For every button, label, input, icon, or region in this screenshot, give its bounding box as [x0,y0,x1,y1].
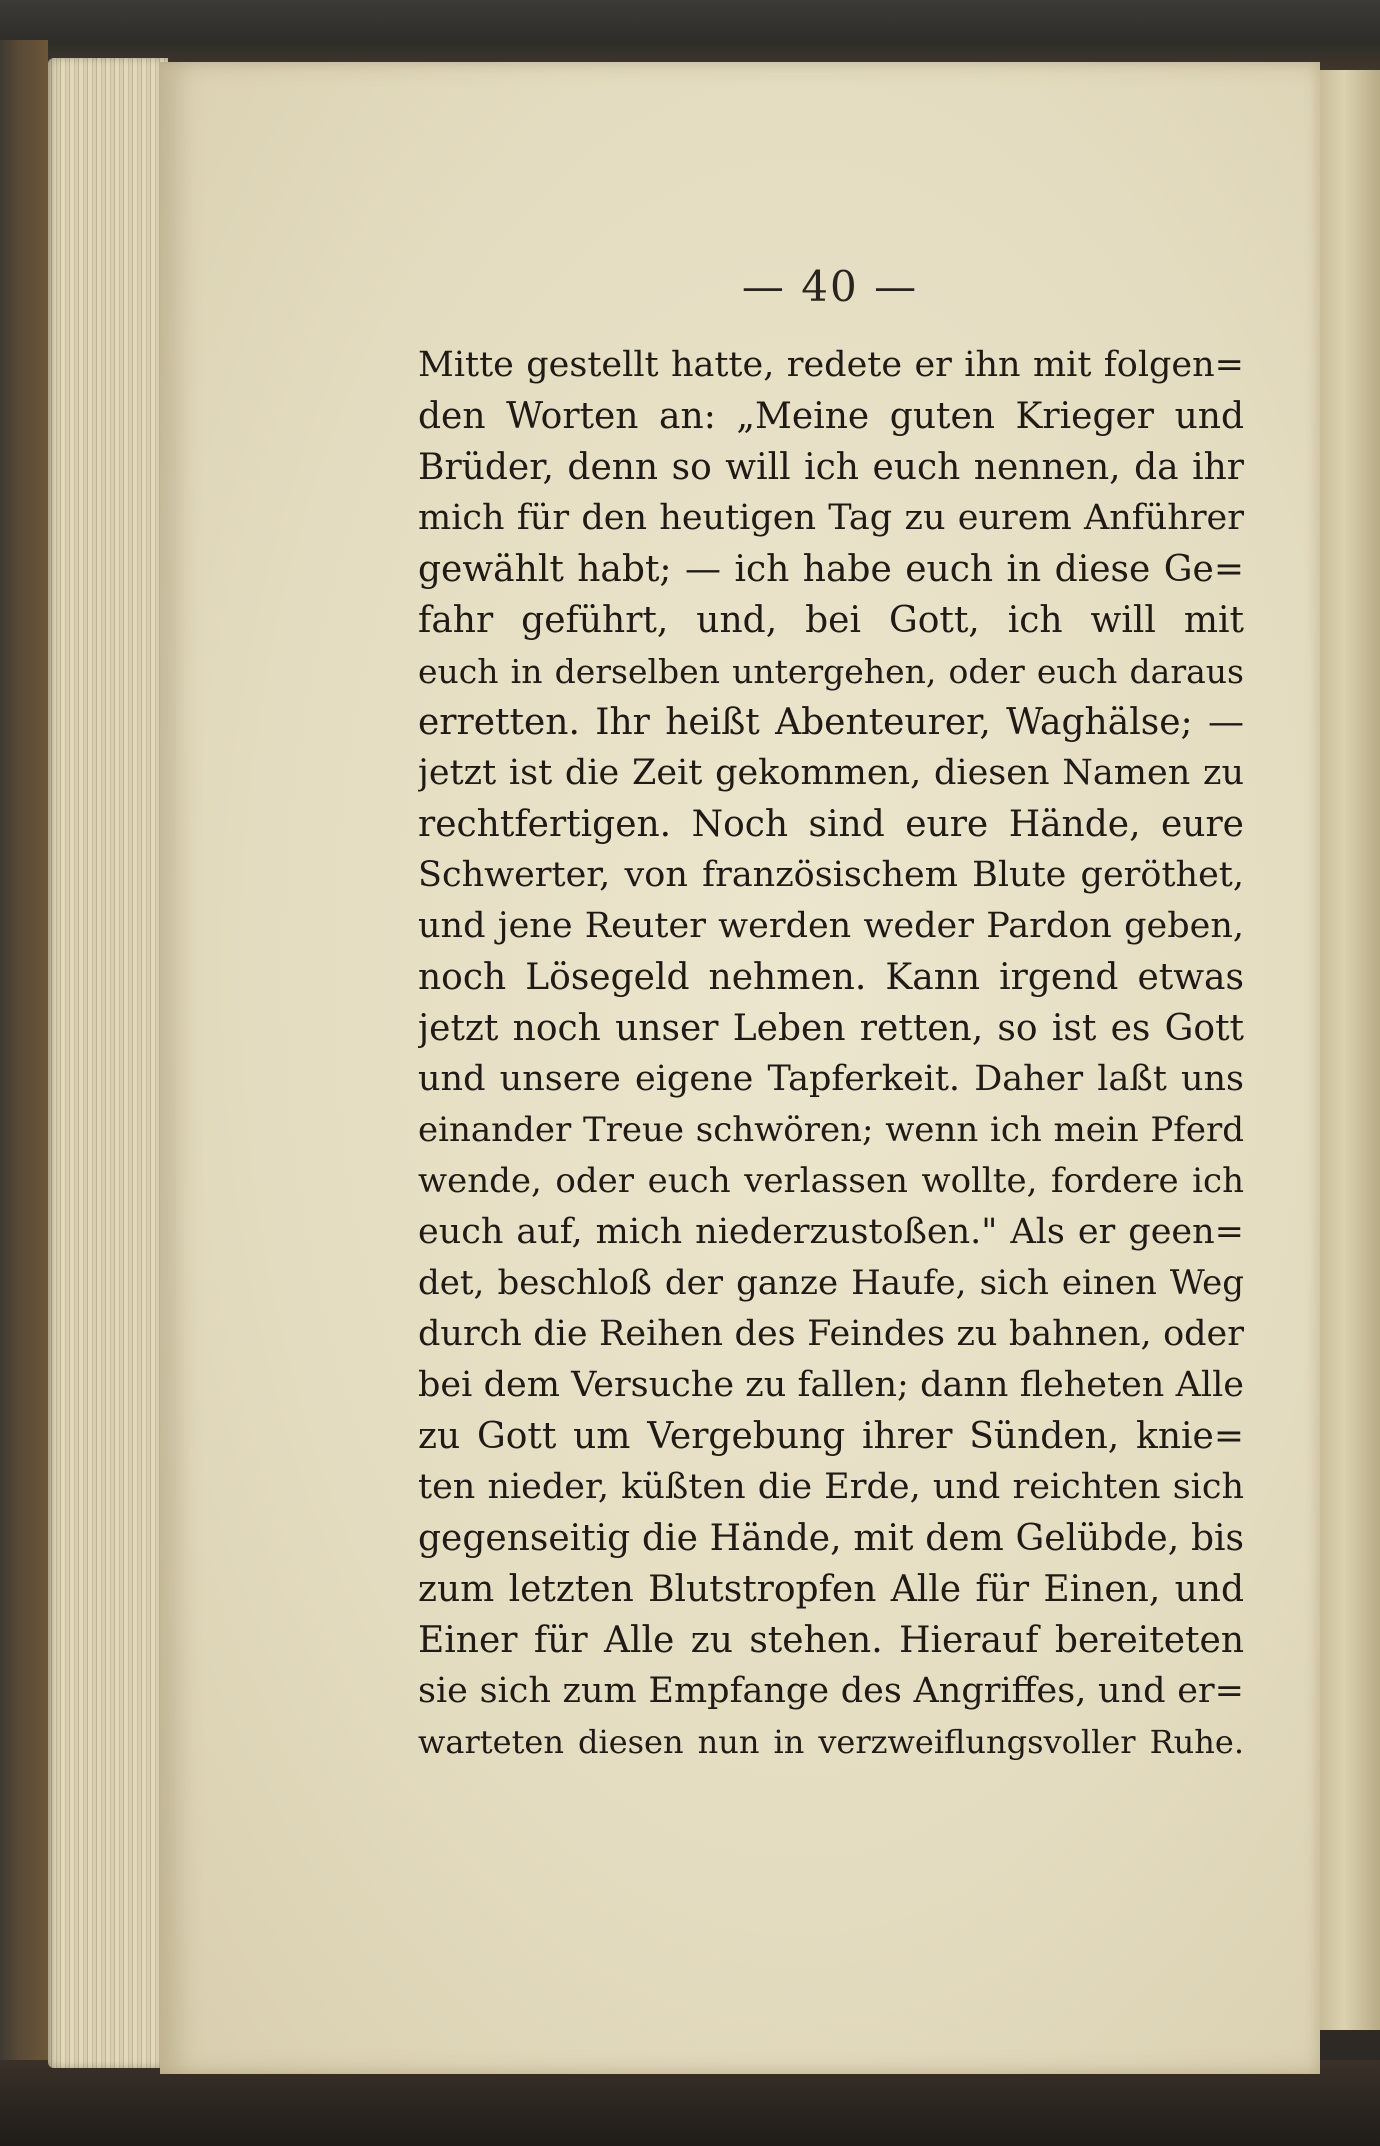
text-line: gegenseitig die Hände, mit dem Gelübde, bis [418,1518,1244,1559]
text-line: noch Lösegeld nehmen. Kann irgend etwas [418,957,1244,998]
text-line: den Worten an: „Meine guten Krieger und [418,396,1244,437]
text-line: Mitte gestellt hatte, redete er ihn mit folgen= [418,345,1244,385]
text-line: jetzt noch unser Leben retten, so ist es Gott [418,1008,1244,1049]
text-line: det, beschloß der ganze Haufe, sich einen Weg [418,1263,1244,1303]
text-line: euch auf, mich niederzustoßen." Als er geen= [418,1212,1244,1252]
text-line: sie sich zum Empfange des Angriffes, und er= [418,1671,1244,1711]
text-line: zum letzten Blutstropfen Alle für Einen, und [418,1569,1244,1610]
text-line: fahr geführt, und, bei Gott, ich will mit [418,600,1244,641]
text-line: zu Gott um Vergebung ihrer Sünden, knie= [418,1416,1244,1457]
page-number: — 40 — [741,262,919,311]
text-line: bei dem Versuche zu fallen; dann fleheten Alle [418,1365,1244,1405]
next-page-edge [1320,70,1380,2030]
text-line: mich für den heutigen Tag zu eurem Anführer [418,498,1244,538]
text-line: und jene Reuter werden weder Pardon geben, [418,906,1244,946]
text-line: rechtfertigen. Noch sind eure Hände, eure [418,804,1244,845]
text-line: einander Treue schwören; wenn ich mein Pferd [418,1110,1244,1150]
text-line: wende, oder euch verlassen wollte, fordere ich [418,1161,1244,1201]
page-edges [48,58,168,2068]
text-line: durch die Reihen des Feindes zu bahnen, oder [418,1314,1244,1354]
text-line: warteten diesen nun in verzweiflungsvoller Ruhe. [418,1723,1244,1761]
text-line: Schwerter, von französischem Blute geröthet, [418,855,1244,895]
text-line: jetzt ist die Zeit gekommen, diesen Namen zu [418,753,1244,793]
text-line: Brüder, denn so will ich euch nennen, da ihr [418,447,1244,488]
text-line: und unsere eigene Tapferkeit. Daher laßt uns [418,1059,1244,1099]
book-spine-edge [0,40,48,2120]
text-line: ten nieder, küßten die Erde, und reichten sich [418,1467,1244,1507]
text-line: Einer für Alle zu stehen. Hierauf bereiteten [418,1620,1244,1661]
body-text [418,340,1244,1768]
text-line: gewählt habt; — ich habe euch in diese Ge= [418,549,1244,590]
text-line: euch in derselben untergehen, oder euch daraus [418,652,1244,691]
text-line: erretten. Ihr heißt Abenteurer, Waghälse; — [418,702,1244,743]
